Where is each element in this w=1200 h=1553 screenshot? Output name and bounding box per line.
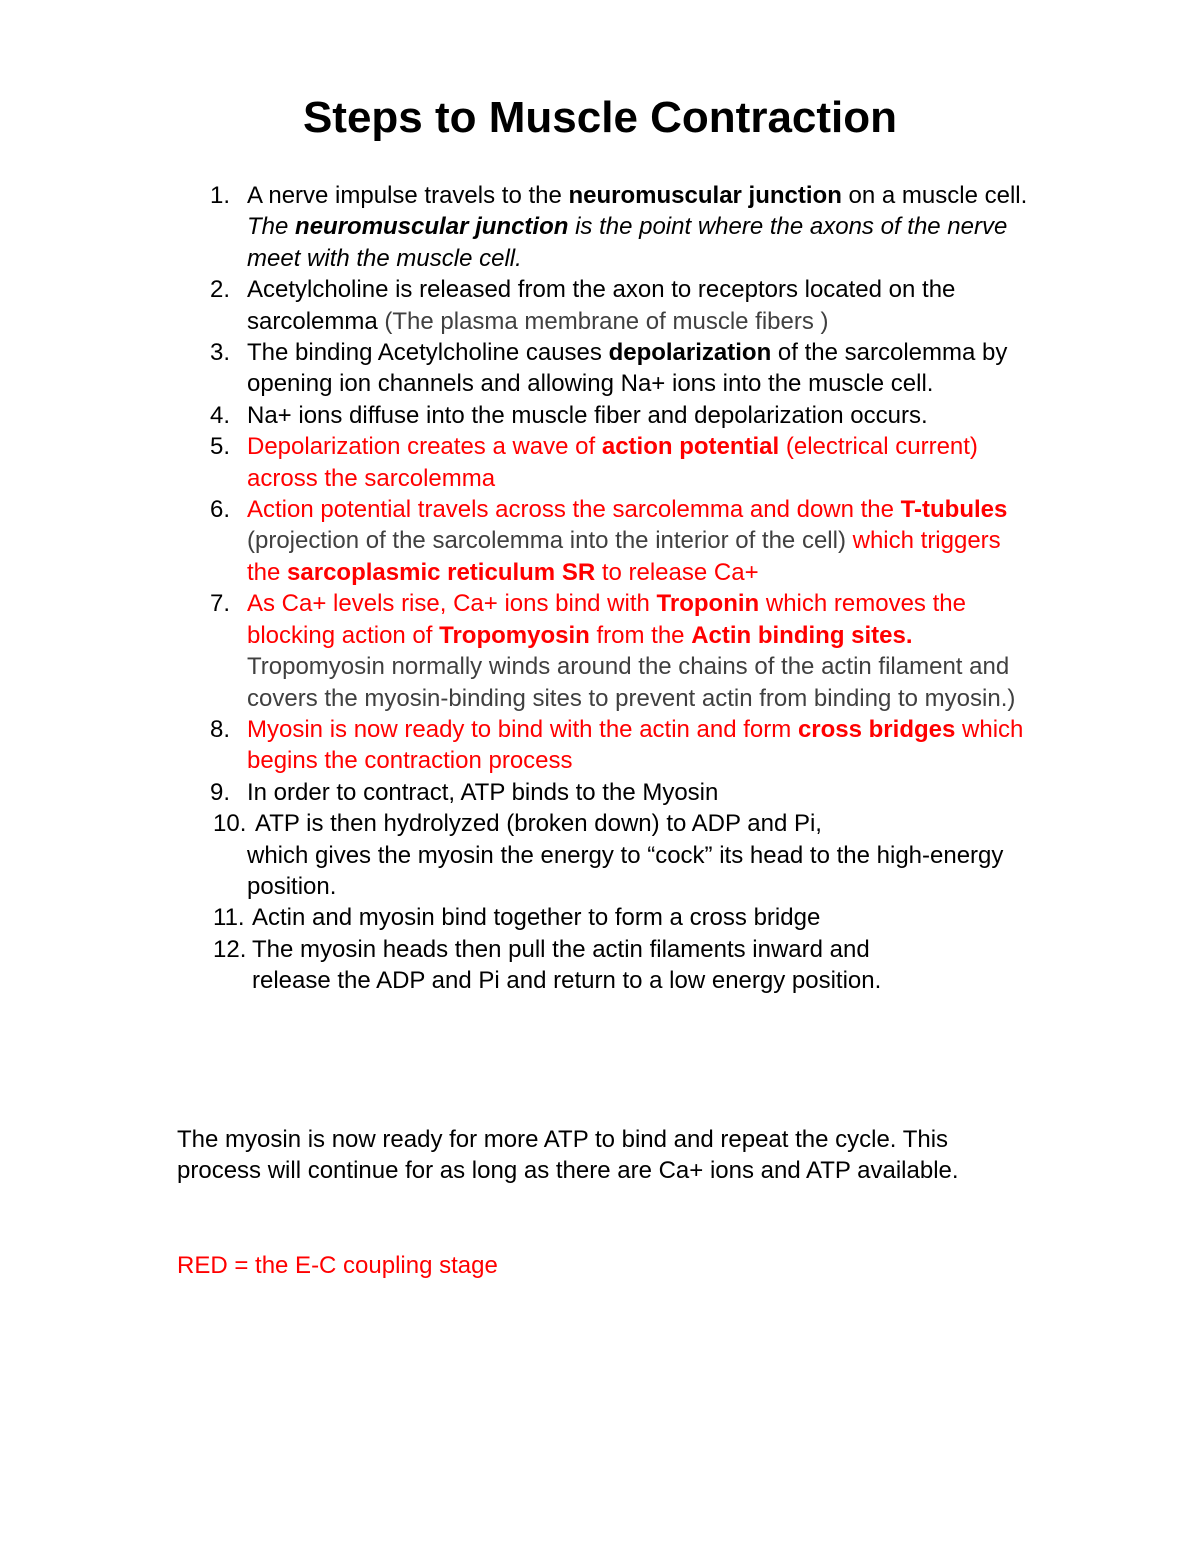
step-number: 8. <box>210 715 231 743</box>
list-item <box>0 400 1037 431</box>
list-item <box>0 777 1037 808</box>
step-text: The binding Acetylcholine causes <box>247 339 609 367</box>
step-text: In order to contract, ATP binds to the Myosin <box>247 778 719 806</box>
list-item <box>0 180 1037 274</box>
step-text: Acetylcholine is released from the axon to receptors located on the sarcolemma <box>247 276 956 335</box>
step-number: 5. <box>210 433 231 461</box>
step-italic: is the point where the axons of the nerve meet with the muscle cell. <box>247 213 1008 272</box>
step-text: which gives the myosin the energy to “cock” its head to the high-energy position. <box>247 841 1004 900</box>
step-bold-italic: neuromuscular junction <box>295 213 569 241</box>
step-number: 12. <box>213 935 247 963</box>
step-text: ATP is then hydrolyzed (broken down) to ADP and Pi, <box>255 810 822 838</box>
step-text: on a muscle cell. <box>841 182 1028 209</box>
list-item <box>0 902 1042 933</box>
step-bold: Actin binding sites. <box>691 621 913 649</box>
step-bold: neuromuscular junction <box>568 182 842 209</box>
step-number: 11. <box>213 904 245 932</box>
list-item <box>0 714 1037 777</box>
list-item <box>0 808 1037 902</box>
list-item <box>0 588 1037 714</box>
step-bold: action potential <box>601 433 780 461</box>
step-text: As Ca+ levels rise, Ca+ ions bind with <box>247 590 657 618</box>
list-item <box>0 431 1037 494</box>
list-item <box>0 494 1037 588</box>
step-bold: Tropomyosin <box>439 621 590 649</box>
step-number: 4. <box>210 401 231 429</box>
step-number: 6. <box>210 496 231 524</box>
step-bold: depolarization <box>608 339 772 367</box>
step-number: 9. <box>210 778 231 806</box>
steps-list <box>0 180 1200 997</box>
step-bold: cross bridges <box>797 715 956 743</box>
step-number: 3. <box>210 339 231 367</box>
step-italic: The <box>247 213 296 241</box>
step-number: 10. <box>213 810 247 838</box>
list-item <box>0 337 1037 400</box>
list-item <box>0 934 1042 997</box>
step-text: of the sarcolemma by opening ion channels and allowing Na+ ions into the muscle cell. <box>247 339 1008 398</box>
step-text: Myosin is now ready to bind with the actin and form <box>247 715 798 743</box>
step-number: 1. <box>210 182 231 209</box>
step-number: 2. <box>210 276 231 304</box>
step-bold: sarcoplasmic reticulum SR <box>287 558 596 586</box>
step-definition: Tropomyosin normally winds around the chains of the actin filament and covers the myosin-binding sites to prevent actin from binding to myosin.) <box>247 653 1016 712</box>
step-text: Depolarization creates a wave of <box>247 433 602 461</box>
step-definition: (The plasma membrane of muscle fibers ) <box>384 307 829 335</box>
step-text: which removes the blocking action of <box>247 590 966 649</box>
step-text: which begins the contraction process <box>247 715 1024 775</box>
closing-paragraph: The myosin is now ready for more ATP to bind and repeat the cycle. This process will continue for as long as there are Ca+ ions and ATP available. <box>177 1126 959 1185</box>
step-text: from the <box>589 621 692 649</box>
step-bold: Troponin <box>656 590 760 618</box>
step-number: 7. <box>210 590 231 618</box>
step-text: release the ADP and Pi and return to a low energy position. <box>252 967 882 995</box>
step-bold: T-tubules <box>900 496 1008 524</box>
step-definition: (projection of the sarcolemma into the interior of the cell) <box>247 527 846 555</box>
legend-note: RED = the E-C coupling stage <box>177 1252 498 1279</box>
step-text: Action potential travels across the sarcolemma and down the <box>247 496 901 524</box>
page-title: Steps to Muscle Contraction <box>302 93 898 142</box>
step-text: which triggers the <box>247 527 1001 586</box>
step-text: to release Ca+ <box>595 558 759 586</box>
step-text: The myosin heads then pull the actin filaments inward and <box>252 935 870 963</box>
step-text: Actin and myosin bind together to form a cross bridge <box>252 904 821 932</box>
step-text: Na+ ions diffuse into the muscle fiber and depolarization occurs. <box>247 401 928 429</box>
step-text: A nerve impulse travels to the <box>247 182 569 209</box>
list-item <box>0 274 1037 337</box>
step-text: (electrical current) across the sarcolemma <box>247 433 978 492</box>
